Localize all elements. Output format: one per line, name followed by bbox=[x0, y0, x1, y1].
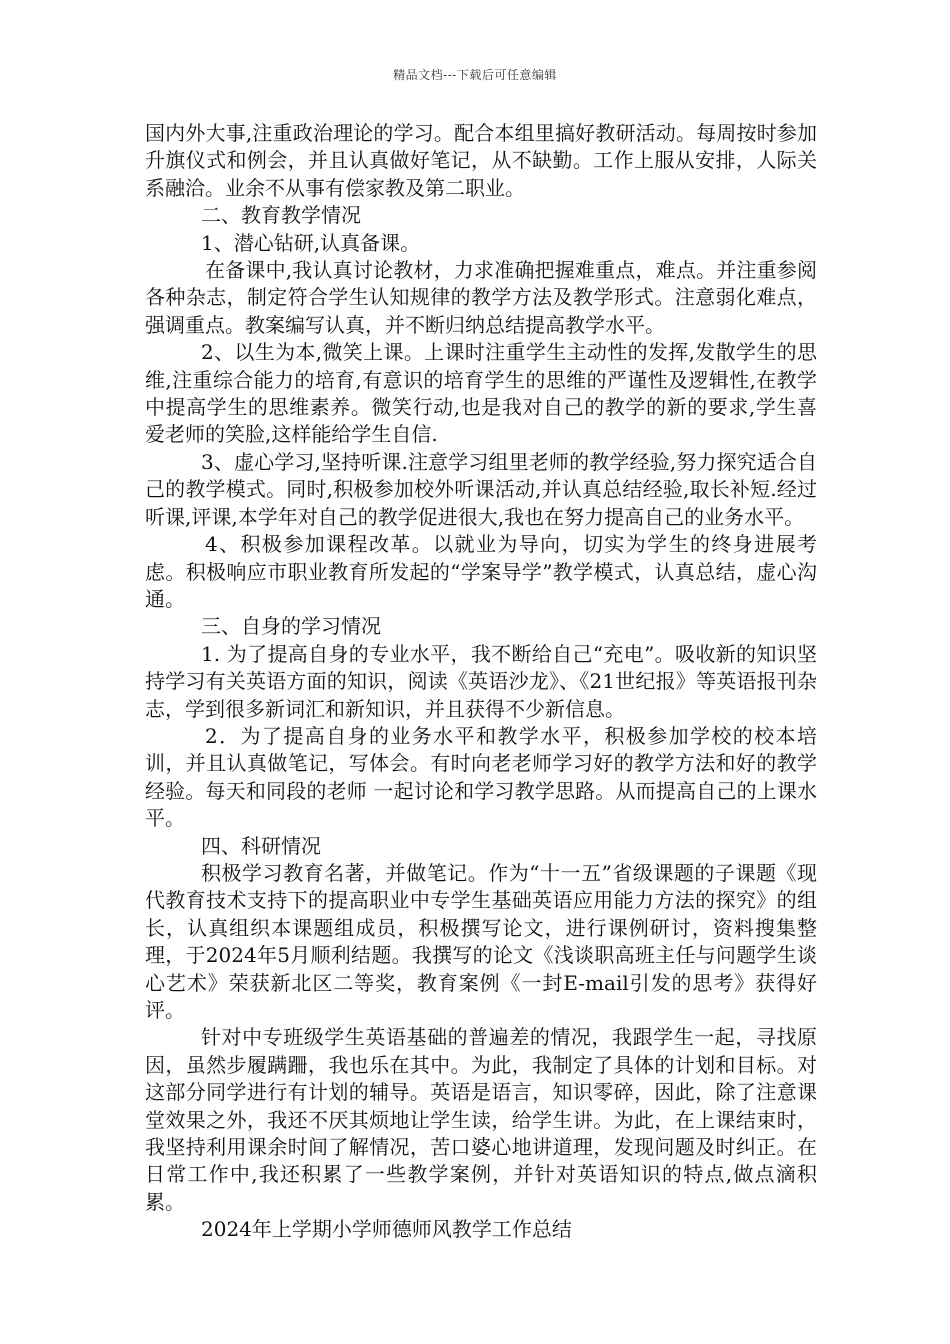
paragraph-student-centered: 2、以生为本,微笑上课。上课时注重学生主动性的发挥,发散学生的思维,注重综合能力的培育,有意识的培育学生的思维的严谨性及逻辑性,在教学中提高学生的思维素养。微笑行动,也是我对自己的教学的新的要求,学生喜爱老师的笑脸,这样能给学生自信. bbox=[145, 340, 817, 447]
section-heading-research: 四、科研情况 bbox=[201, 833, 321, 858]
paragraph-curriculum-reform: 4、积极参加课程改革。以就业为导向，切实为学生的终身进展考虑。积极响应市职业教育所发起的“学案导学”教学模式，认真总结，虚心沟通。 bbox=[145, 532, 817, 611]
paragraph-tutoring: 针对中专班级学生英语基础的普遍差的情况，我跟学生一起，寻找原因，虽然步履蹒跚，我也乐在其中。为此，我制定了具体的计划和目标。对这部分同学进行有计划的辅导。英语是语言，知识零碎，因此，除了注意课堂效果之外，我还不厌其烦地让学生读，给学生讲。为此，在上课结束时，我坚持利用课余时间了解情况，苦口婆心地讲道理，发现问题及时纠正。在日常工作中,我还积累了一些教学案例，并针对英语知识的特点,做点滴积累。 bbox=[145, 1025, 817, 1214]
paragraph-research: 积极学习教育名著，并做笔记。作为“十一五”省级课题的子课题《现代教育技术支持下的提高职业中专学生基础英语应用能力方法的探究》的组长，认真组织本课题组成员，积极撰写论文，进行课例研讨，资料搜集整理，于2024年5月顺利结题。我撰写的论文《浅谈职高班主任与问题学生谈心艺术》荣获新北区二等奖，教育案例《一封E-mail引发的思考》获得好评。 bbox=[145, 860, 817, 1022]
paragraph-self-study-2: 2．为了提高自身的业务水平和教学水平，积极参加学校的校本培训，并且认真做笔记，写体会。有时向老老师学习好的教学方法和好的教学经验。每天和同段的老师 一起讨论和学习教学思路。从而提高自己的上课水平。 bbox=[145, 723, 817, 831]
section-heading-teaching: 二、教育教学情况 bbox=[201, 203, 361, 228]
paragraph-lesson-prep: 在备课中,我认真讨论教材，力求准确把握难重点，难点。并注重参阅各种杂志，制定符合学生认知规律的教学方法及教学形式。注意弱化难点，强调重点。教案编写认真，并不断归纳总结提高教学水平。 bbox=[145, 258, 817, 337]
paragraph-intro: 国内外大事,注重政治理论的学习。配合本组里搞好教研活动。每周按时参加升旗仪式和例会，并且认真做好笔记，从不缺勤。工作上服从安排，人际关系融洽。业余不从事有偿家教及第二职业。 bbox=[145, 121, 817, 200]
paragraph-next-title: 2024年上学期小学师德师风教学工作总结 bbox=[201, 1217, 572, 1242]
document-body bbox=[145, 120, 817, 1244]
section-heading-self-study: 三、自身的学习情况 bbox=[201, 614, 381, 639]
paragraph-observe-lessons: 3、虚心学习,坚持听课.注意学习组里老师的教学经验,努力探究适合自己的教学模式。同时,积极参加校外听课活动,并认真总结经验,取长补短.经过听课,评课,本学年对自己的教学促进很大,我也在努力提高自己的业务水平。 bbox=[145, 449, 817, 529]
item-heading-lesson-prep: 1、潜心钻研,认真备课。 bbox=[201, 230, 421, 255]
header-note: 精品文档---下载后可任意编辑 bbox=[393, 68, 557, 82]
paragraph-self-study-1: 1. 为了提高自身的专业水平，我不断给自己“充电”。吸收新的知识坚持学习有关英语方面的知识，阅读《英语沙龙》、《21世纪报》等英语报刊杂志，学到很多新词汇和新知识，并且获得不少新信息。 bbox=[145, 641, 817, 721]
